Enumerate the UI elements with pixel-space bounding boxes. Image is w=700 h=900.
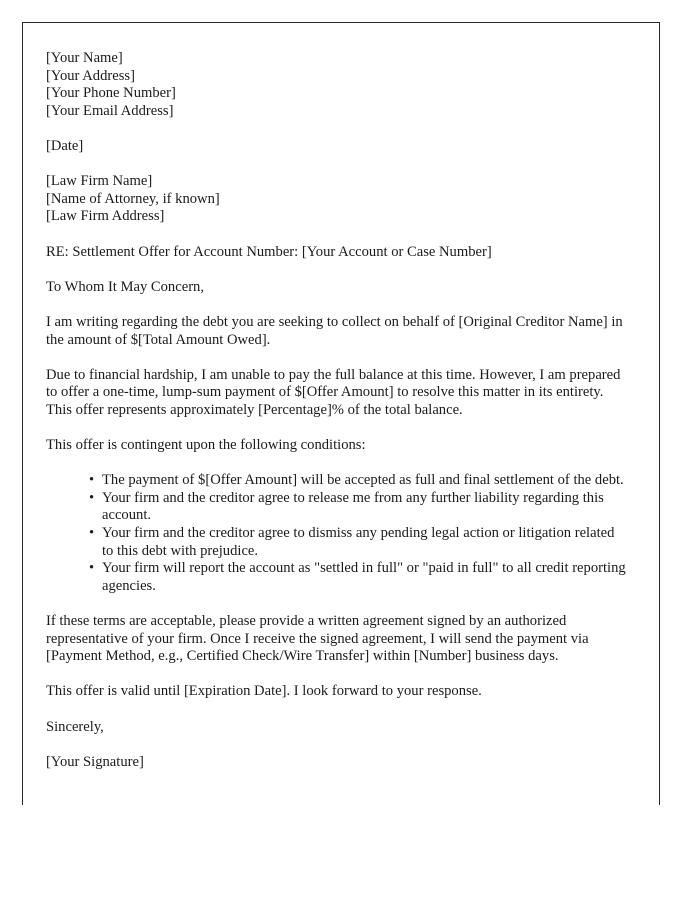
body-paragraph-4: This offer is valid until [Expiration Date]. I look forward to your response. xyxy=(46,683,482,700)
bullet-icon: • xyxy=(89,525,95,542)
law-firm-name: [Law Firm Name] xyxy=(46,173,153,190)
body-paragraph-1: I am writing regarding the debt you are seeking to collect on behalf of [Original Creditor Name] in the amount of $[Total Amount Owed]. xyxy=(46,313,623,348)
body-paragraph-3: If these terms are acceptable, please provide a written agreement signed by an authorized representative of your firm. Once I receive the signed agreement, I will send the payment via [Payment Method, e.g., Certified Check/Wire Transfer] within [Number] business days. xyxy=(46,613,589,665)
condition-text: The payment of $[Offer Amount] will be accepted as full and final settlement of the debt. xyxy=(102,472,624,489)
condition-text: Your firm and the creditor agree to release me from any further liability regarding this account. xyxy=(102,489,604,524)
body-paragraph-2: Due to financial hardship, I am unable to pay the full balance at this time. However, I am prepared to offer a one-time, lump-sum payment of $[Offer Amount] to resolve this matter in its entirety. This offer represents approximately [Percentage]% of the total balance. xyxy=(46,366,621,418)
closing-line: Sincerely, xyxy=(46,718,104,735)
attorney-name: [Name of Attorney, if known] xyxy=(46,190,220,207)
conditions-intro: This offer is contingent upon the following conditions: xyxy=(46,437,366,454)
sender-name: [Your Name] xyxy=(46,50,123,66)
letter-content xyxy=(46,50,626,771)
law-firm-address: [Law Firm Address] xyxy=(46,208,165,225)
list-item xyxy=(89,560,626,595)
conditions-list xyxy=(46,472,626,595)
bullet-icon: • xyxy=(89,472,95,489)
recipient-address-block xyxy=(46,173,626,226)
list-item xyxy=(89,490,626,525)
condition-text: Your firm will report the account as "settled in full" or "paid in full" to all credit reporting agencies. xyxy=(102,560,626,594)
list-item xyxy=(89,472,626,490)
sender-address: [Your Address] xyxy=(46,67,135,84)
sender-address-block xyxy=(46,50,626,120)
list-item xyxy=(89,525,626,560)
condition-text: Your firm and the creditor agree to dismiss any pending legal action or litigation related to this debt with prejudice. xyxy=(102,525,615,559)
salutation: To Whom It May Concern, xyxy=(46,278,204,295)
letter-page-sheet xyxy=(22,22,660,805)
date-line: [Date] xyxy=(46,137,84,154)
subject-line: RE: Settlement Offer for Account Number: [Your Account or Case Number] xyxy=(46,243,492,260)
sender-phone: [Your Phone Number] xyxy=(46,85,176,102)
bullet-icon: • xyxy=(89,560,95,577)
date-block xyxy=(46,138,626,156)
bullet-icon: • xyxy=(89,489,95,506)
signature-line: [Your Signature] xyxy=(46,753,144,770)
sender-email: [Your Email Address] xyxy=(46,102,174,119)
